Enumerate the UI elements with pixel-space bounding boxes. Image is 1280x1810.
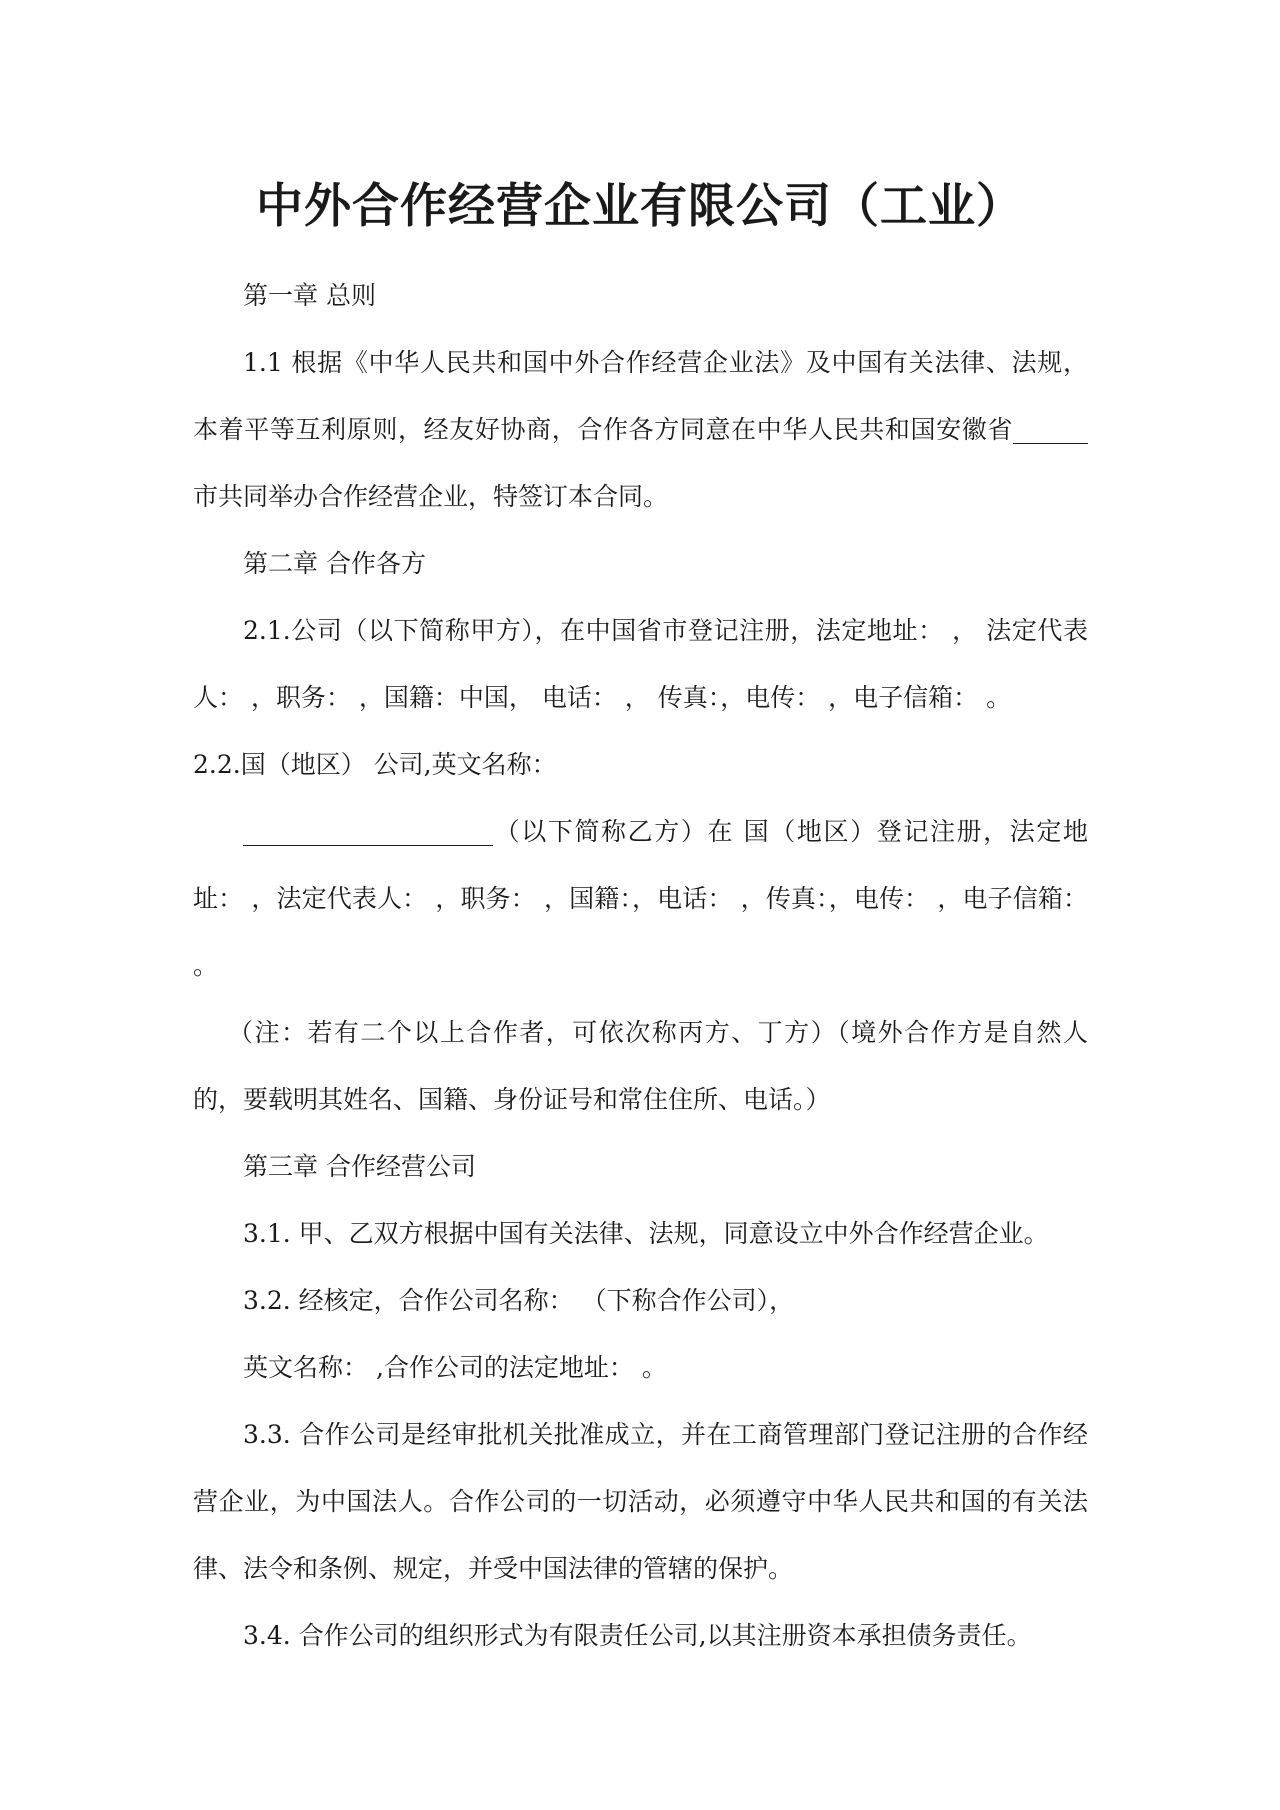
paragraph: 2.1.公司（以下简称甲方），在中国省市登记注册，法定地址： ， 法定代表人： ，职务： ，国籍：中国， 电话： ， 传真：，电传： ，电子信箱： 。	[193, 616, 1088, 712]
document-title: 中外合作经营企业有限公司（工业）	[256, 179, 1024, 234]
chapter-heading: 第三章 合作经营公司	[243, 1152, 476, 1181]
paragraph: 3.1. 甲、乙双方根据中国有关法律、法规，同意设立中外合作经营企业。	[243, 1219, 1049, 1248]
paragraph: 1.1 根据《中华人民共和国中外合作经营企业法》及中国有关法律、法规，本着平等互利原则，经友好协商，合作各方同意在中华人民共和国安徽省______市共同举办合作经营企业，特签订本合同。	[193, 348, 1088, 511]
paragraph: 3.3. 合作公司是经审批机关批准成立，并在工商管理部门登记注册的合作经营企业，为中国法人。合作公司的一切活动，必须遵守中华人民共和国的有关法律、法令和条例、规定，并受中国法律的管辖的保护。	[193, 1420, 1088, 1583]
chapter-heading: 第二章 合作各方	[243, 549, 426, 578]
paragraph: ____________________（以下简称乙方）在 国（地区）登记注册，法定地址： ，法定代表人： ，职务： ，国籍：，电话： ，传真：，电传： ，电子信箱： 。	[193, 817, 1088, 980]
note-paragraph: （注：若有二个以上合作者，可依次称丙方、丁方）（境外合作方是自然人的，要载明其姓名、国籍、身份证号和常住住所、电话。）	[193, 1018, 1088, 1114]
document-body	[193, 262, 1088, 1669]
paragraph: 3.4. 合作公司的组织形式为有限责任公司,以其注册资本承担债务责任。	[243, 1621, 1032, 1650]
paragraph: 英文名称： ,合作公司的法定地址： 。	[243, 1353, 667, 1382]
chapter-heading: 第一章 总则	[243, 281, 376, 310]
paragraph: 3.2. 经核定，合作公司名称： （下称合作公司），	[243, 1286, 795, 1315]
paragraph: 2.2.国（地区） 公司,英文名称：	[193, 750, 557, 779]
